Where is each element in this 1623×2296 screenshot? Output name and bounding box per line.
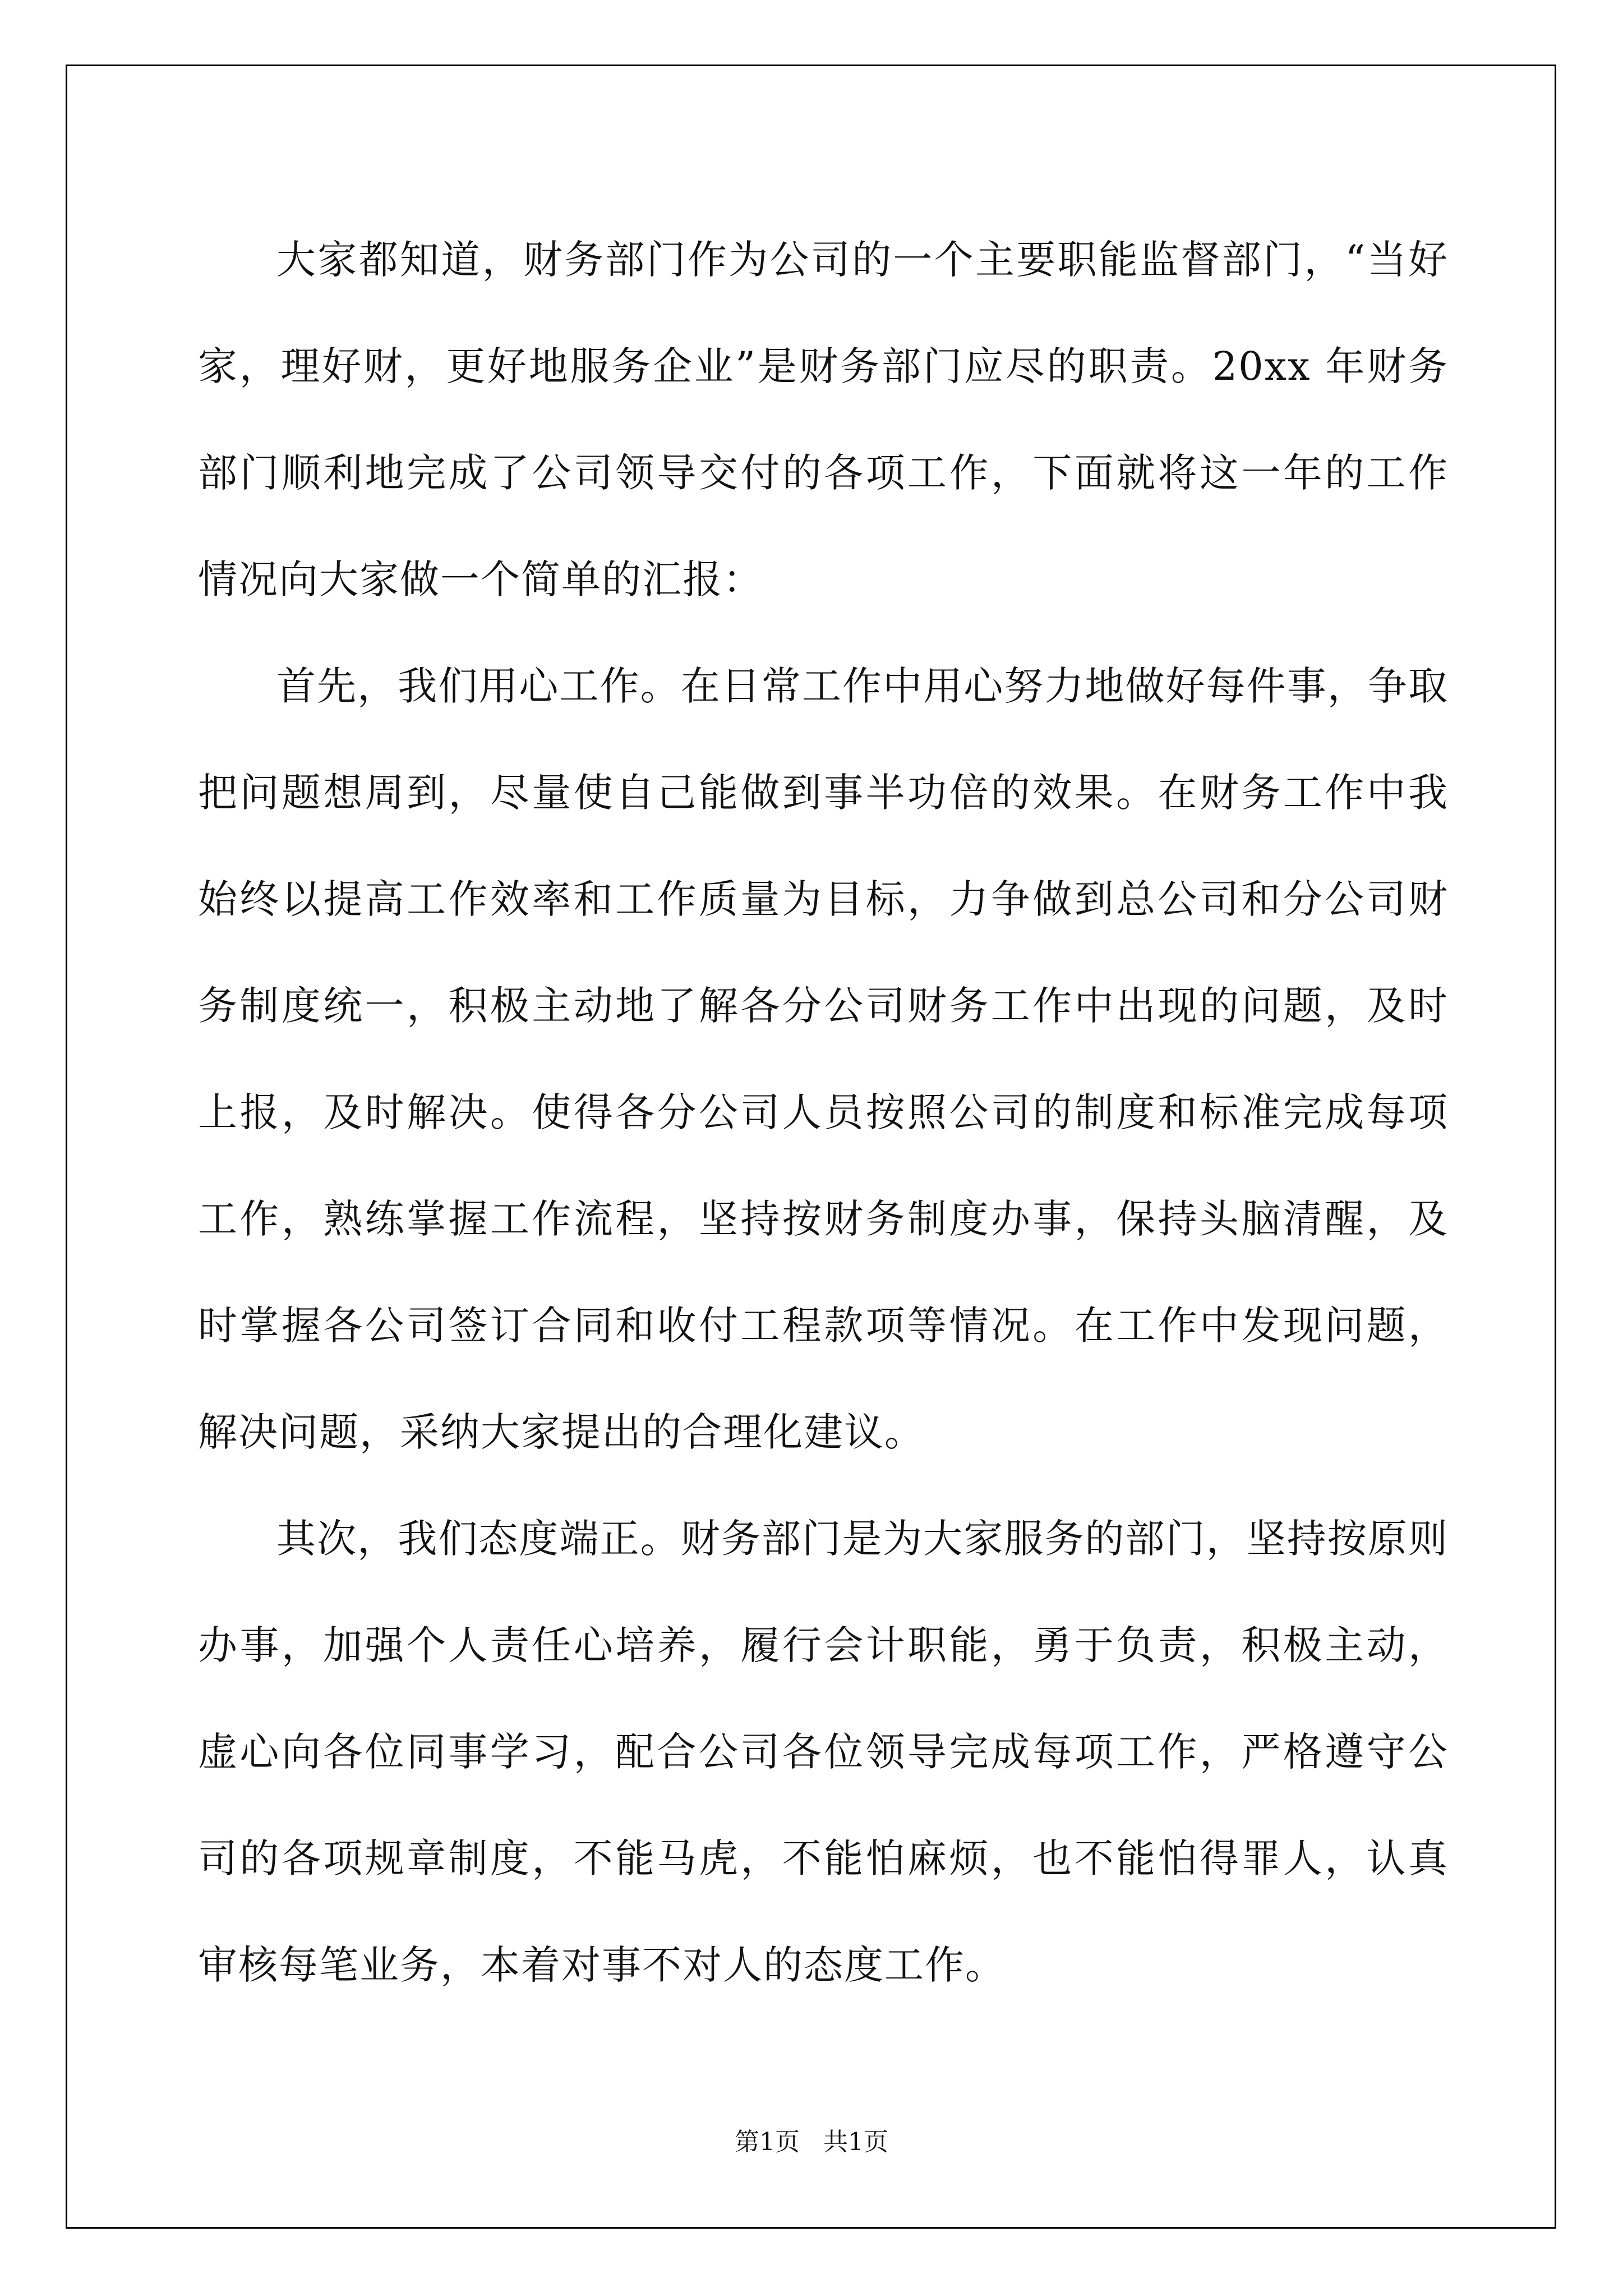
document-body bbox=[198, 206, 1449, 2018]
page-number: 第1页 共1页 bbox=[735, 2128, 888, 2156]
paragraph-1: 大家都知道，财务部门作为公司的一个主要职能监督部门，“当好家，理好财，更好地服务企业”是财务部门应尽的职责。20xx 年财务部门顺利地完成了公司领导交付的各项工作，下面就将这一年的工作情况向大家做一个简单的汇报： bbox=[198, 237, 1449, 602]
page-footer bbox=[0, 2122, 1623, 2157]
paragraph-2: 首先，我们用心工作。在日常工作中用心努力地做好每件事，争取把问题想周到，尽量使自己能做到事半功倍的效果。在财务工作中我始终以提高工作效率和工作质量为目标，力争做到总公司和分公司财务制度统一，积极主动地了解各分公司财务工作中出现的问题，及时上报，及时解决。使得各分公司人员按照公司的制度和标准完成每项工作，熟练掌握工作流程，坚持按财务制度办事，保持头脑清醒，及时掌握各公司签订合同和收付工程款项等情况。在工作中发现问题，解决问题，采纳大家提出的合理化建议。 bbox=[198, 663, 1449, 1455]
paragraph-3: 其次，我们态度端正。财务部门是为大家服务的部门，坚持按原则办事，加强个人责任心培养，履行会计职能，勇于负责，积极主动，虚心向各位同事学习，配合公司各位领导完成每项工作，严格遵守公司的各项规章制度，不能马虎，不能怕麻烦，也不能怕得罪人，认真审核每笔业务，本着对事不对人的态度工作。 bbox=[198, 1516, 1449, 1988]
